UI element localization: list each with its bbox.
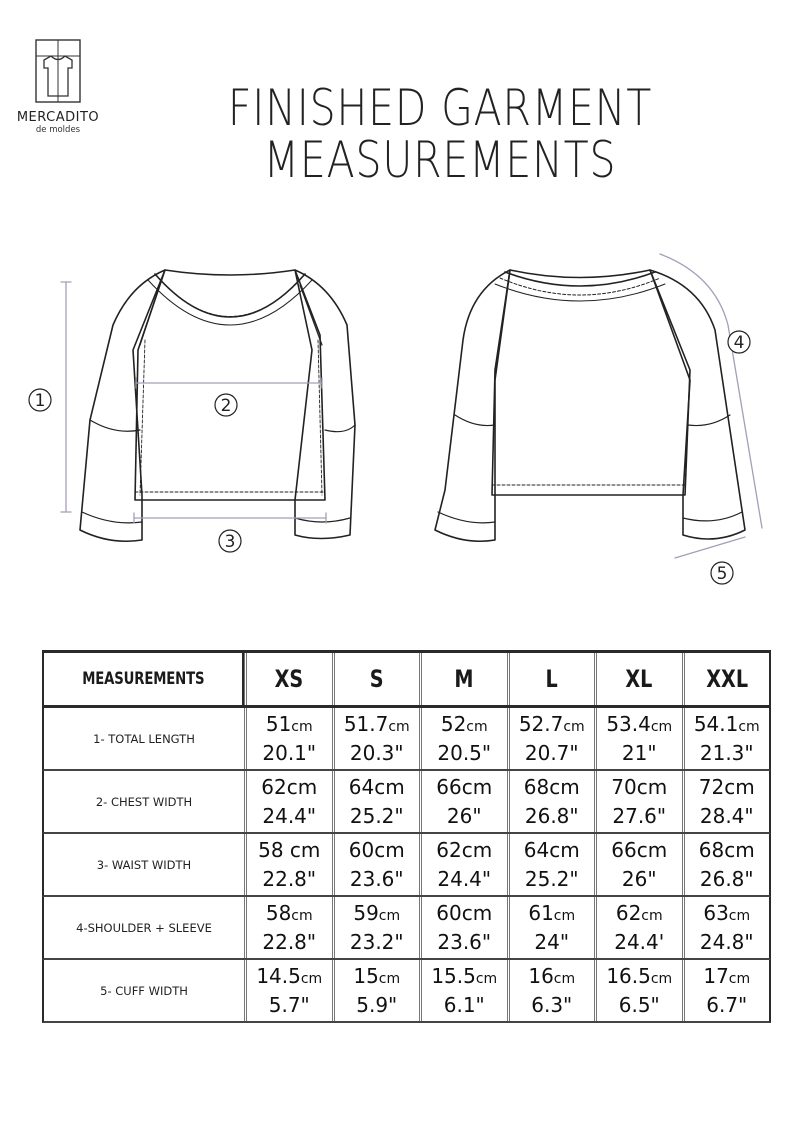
value-cm-number: 58	[265, 901, 292, 925]
value-cm	[353, 900, 400, 929]
header-measurements-label: MEASUREMENTS	[81, 669, 205, 689]
value-cm-unit: cm	[300, 971, 323, 987]
value-inches: 26.8"	[524, 804, 579, 828]
value-cm	[524, 837, 580, 866]
measurement-cell	[682, 897, 770, 958]
value-cm-number: 66cm	[611, 838, 668, 862]
measurement-cell	[507, 897, 595, 958]
value-cm-unit: cm	[291, 719, 313, 735]
value-cm	[436, 900, 492, 929]
label-1	[29, 389, 51, 411]
value-cm-unit: cm	[641, 908, 663, 924]
value-cm-number: 64cm	[523, 838, 580, 862]
measurement-cell	[244, 771, 332, 832]
measurement-cell	[332, 708, 420, 769]
value-inches: 26"	[446, 804, 482, 828]
logo-brand: MERCADITO	[16, 110, 100, 125]
value-cm-number: 51.7	[343, 712, 389, 736]
svg-text:3: 3	[224, 532, 236, 552]
label-5	[711, 562, 733, 584]
value-inches: 25.2"	[524, 867, 579, 891]
value-inches: 24.4"	[437, 867, 492, 891]
value-inches: 26.8"	[699, 867, 754, 891]
value-cm-number: 54.1	[693, 712, 739, 736]
value-cm-number: 52	[440, 712, 467, 736]
table-row	[42, 834, 771, 897]
measurement-cell	[507, 771, 595, 832]
value-inches: 21.3"	[699, 741, 754, 765]
title-line-1: FINISHED GARMENT	[227, 79, 653, 137]
header-size-l: L	[507, 653, 595, 705]
value-inches: 23.6"	[437, 930, 492, 954]
row-label: 5- CUFF WIDTH	[100, 983, 188, 998]
value-inches: 23.2"	[349, 930, 404, 954]
measurement-cell	[332, 897, 420, 958]
value-inches: 27.6"	[612, 804, 667, 828]
value-cm	[349, 837, 405, 866]
table-row	[42, 960, 771, 1023]
value-inches: 24.8"	[699, 930, 754, 954]
value-inches: 6.5"	[618, 993, 660, 1017]
value-cm-unit: cm	[553, 908, 576, 924]
value-cm-number: 59	[353, 901, 379, 925]
measurement-cell	[507, 834, 595, 895]
value-cm-unit: cm	[728, 908, 751, 924]
value-inches: 24.4'	[614, 930, 665, 954]
value-cm-number: 60cm	[348, 838, 405, 862]
measurement-cell	[682, 960, 770, 1021]
table-header-row	[42, 650, 771, 708]
value-cm	[528, 900, 575, 929]
value-cm	[611, 774, 667, 803]
table-body	[42, 708, 771, 1023]
value-inches: 24"	[534, 930, 570, 954]
measurement-cell	[419, 834, 507, 895]
value-cm	[436, 774, 492, 803]
measurement-cell	[594, 897, 682, 958]
measurement-cell	[244, 708, 332, 769]
value-cm-number: 70cm	[611, 775, 668, 799]
measurement-cell	[419, 708, 507, 769]
value-cm-number: 17	[703, 964, 729, 988]
header-size-xs: XS	[244, 653, 332, 705]
measurement-cell	[682, 771, 770, 832]
value-cm-number: 16	[528, 964, 554, 988]
value-inches: 28.4"	[699, 804, 754, 828]
value-cm	[431, 963, 497, 992]
value-cm	[703, 900, 750, 929]
header-size-m: M	[419, 653, 507, 705]
header-measurements	[44, 653, 244, 705]
measurement-cell	[244, 834, 332, 895]
value-cm	[606, 963, 672, 992]
measurement-cell	[682, 708, 770, 769]
svg-text:5: 5	[716, 564, 728, 584]
measurement-cell	[332, 771, 420, 832]
value-cm-unit: cm	[553, 971, 576, 987]
value-cm	[349, 774, 405, 803]
row-label: 1- TOTAL LENGTH	[93, 731, 195, 746]
value-cm	[256, 963, 322, 992]
row-label: 4-SHOULDER + SLEEVE	[76, 920, 212, 935]
measurement-cell	[332, 834, 420, 895]
label-3	[219, 530, 241, 552]
value-cm-unit: cm	[728, 971, 751, 987]
measurement-cell	[419, 960, 507, 1021]
measurement-cell	[244, 960, 332, 1021]
value-cm	[694, 711, 760, 740]
value-inches: 23.6"	[349, 867, 404, 891]
garment-logo-icon	[34, 38, 82, 104]
value-cm-number: 68cm	[698, 838, 755, 862]
value-cm	[353, 963, 400, 992]
value-cm-unit: cm	[563, 719, 585, 735]
value-inches: 20.5"	[437, 741, 492, 765]
value-cm-number: 62	[615, 901, 642, 925]
measurement-cell	[594, 960, 682, 1021]
value-cm	[266, 900, 313, 929]
value-inches: 6.7"	[706, 993, 748, 1017]
value-cm	[699, 837, 755, 866]
value-cm-number: 62cm	[261, 775, 318, 799]
value-cm-unit: cm	[738, 719, 760, 735]
value-cm	[436, 837, 492, 866]
back-view-drawing	[435, 270, 745, 541]
value-cm-unit: cm	[650, 971, 673, 987]
value-cm-number: 16.5	[606, 964, 651, 988]
value-cm-number: 64cm	[348, 775, 405, 799]
value-cm-number: 53.4	[606, 712, 651, 736]
logo	[8, 38, 108, 135]
value-cm	[266, 711, 313, 740]
value-cm	[699, 774, 755, 803]
value-inches: 6.1"	[443, 993, 485, 1017]
value-cm-number: 15.5	[431, 964, 476, 988]
measurement-cell	[594, 834, 682, 895]
svg-text:2: 2	[220, 396, 232, 416]
value-cm-number: 72cm	[698, 775, 755, 799]
label-4	[728, 331, 750, 353]
value-inches: 22.8"	[262, 867, 317, 891]
value-cm	[611, 837, 667, 866]
garment-diagrams	[0, 230, 794, 610]
value-cm-number: 63	[703, 901, 729, 925]
svg-text:1: 1	[34, 391, 46, 411]
measurement-cell	[507, 708, 595, 769]
value-cm	[441, 711, 488, 740]
value-cm-unit: cm	[378, 908, 401, 924]
value-cm	[519, 711, 585, 740]
value-cm	[261, 774, 317, 803]
value-cm	[616, 900, 663, 929]
value-cm-number: 60cm	[436, 901, 493, 925]
value-cm-unit: cm	[378, 971, 401, 987]
row-label: 3- WAIST WIDTH	[96, 857, 192, 872]
label-2	[215, 394, 237, 416]
value-cm-unit: cm	[388, 719, 410, 735]
value-cm-number: 52.7	[518, 712, 564, 736]
value-cm-number: 61	[528, 901, 554, 925]
measurement-cell	[244, 897, 332, 958]
measurement-table	[42, 650, 771, 1023]
table-row	[42, 771, 771, 834]
value-inches: 6.3"	[531, 993, 573, 1017]
value-inches: 21"	[621, 741, 657, 765]
value-cm-number: 15	[353, 964, 379, 988]
value-inches: 22.8"	[262, 930, 317, 954]
value-cm	[344, 711, 410, 740]
value-cm-number: 62cm	[436, 838, 493, 862]
measurement-cell	[682, 834, 770, 895]
table-row	[42, 897, 771, 960]
value-cm-number: 14.5	[256, 964, 301, 988]
value-cm	[528, 963, 575, 992]
value-inches: 20.1"	[262, 741, 317, 765]
value-inches: 5.9"	[356, 993, 398, 1017]
value-cm-unit: cm	[291, 908, 313, 924]
value-inches: 5.7"	[268, 993, 310, 1017]
title-line-2: MEASUREMENTS	[263, 131, 617, 189]
value-cm	[524, 774, 580, 803]
measurement-cell	[332, 960, 420, 1021]
measurement-cell	[507, 960, 595, 1021]
measurement-lines	[61, 254, 762, 558]
logo-sub: de moldes	[35, 125, 81, 135]
value-cm-number: 68cm	[523, 775, 580, 799]
value-cm-unit: cm	[475, 971, 498, 987]
value-cm	[258, 837, 320, 866]
measurement-cell	[419, 771, 507, 832]
header-size-xl: XL	[594, 653, 682, 705]
row-label: 2- CHEST WIDTH	[95, 794, 193, 809]
measurement-cell	[594, 771, 682, 832]
value-cm-unit: cm	[466, 719, 488, 735]
value-inches: 20.3"	[349, 741, 404, 765]
value-cm-number: 58 cm	[258, 838, 321, 862]
table-row	[42, 708, 771, 771]
value-cm-number: 51	[265, 712, 292, 736]
value-inches: 25.2"	[349, 804, 404, 828]
measurement-cell	[594, 708, 682, 769]
value-cm-unit: cm	[650, 719, 673, 735]
value-inches: 24.4"	[262, 804, 317, 828]
value-inches: 20.7"	[524, 741, 579, 765]
value-cm	[703, 963, 750, 992]
value-cm	[606, 711, 672, 740]
value-cm-number: 66cm	[436, 775, 493, 799]
svg-text:4: 4	[733, 333, 745, 353]
page-title	[227, 79, 653, 189]
value-inches: 26"	[621, 867, 657, 891]
header-size-xxl: XXL	[682, 653, 770, 705]
measurement-cell	[419, 897, 507, 958]
header-size-s: S	[332, 653, 420, 705]
